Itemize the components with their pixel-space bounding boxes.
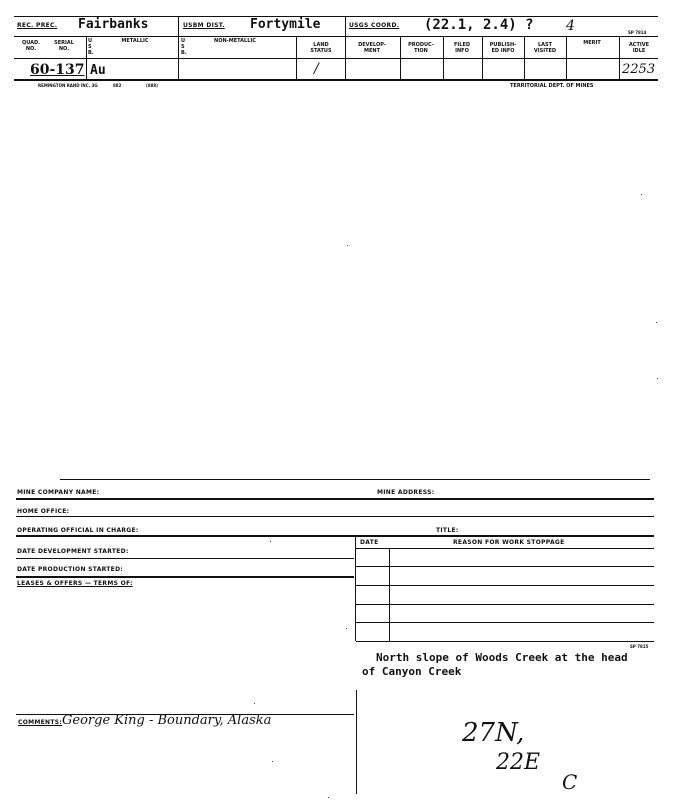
date-development-label: DATE DEVELOPMENT STARTED: bbox=[17, 548, 129, 555]
col-land-status: LAND STATUS bbox=[310, 42, 332, 54]
col-development: DEVELOP- MENT bbox=[358, 42, 386, 54]
township: 27N, bbox=[462, 718, 525, 748]
record-land-status-mark: / bbox=[314, 61, 319, 77]
col-published-info: PUBLISH- ED INFO bbox=[489, 42, 517, 54]
col-production: PRODUC- TION bbox=[408, 42, 434, 54]
stock-code: (888) bbox=[146, 83, 159, 88]
usbm-dist-value: Fortymile bbox=[250, 17, 321, 32]
col-active-idle: ACTIVE IDLE bbox=[628, 42, 650, 54]
usbm-dist-label: USBM DIST. bbox=[183, 22, 225, 29]
meridian: C bbox=[562, 770, 578, 794]
date-column-label: DATE bbox=[360, 539, 379, 546]
usgs-coord-value: (22.1, 2.4) ? bbox=[424, 17, 534, 33]
date-production-label: DATE PRODUCTION STARTED: bbox=[17, 566, 124, 573]
location-line-1: North slope of Woods Creek at the head bbox=[376, 651, 628, 664]
form-code-bottom: SP 7815 bbox=[630, 644, 649, 649]
col-usb-metallic: U S B. bbox=[88, 38, 94, 56]
comments-value: George King - Boundary, Alaska bbox=[62, 713, 272, 728]
location-line-2: of Canyon Creek bbox=[362, 665, 462, 678]
form-code-top: SP 7814 bbox=[628, 30, 647, 35]
mine-address-label: MINE ADDRESS: bbox=[377, 489, 435, 496]
col-serial-no: SERIAL NO. bbox=[54, 40, 74, 52]
record-quad-serial: 60-137 bbox=[30, 62, 85, 78]
comments-label: COMMENTS: bbox=[18, 719, 63, 726]
home-office-label: HOME OFFICE: bbox=[17, 508, 70, 515]
corner-mark: 4 bbox=[566, 18, 575, 34]
department-name: TERRITORIAL DEPT. OF MINES bbox=[510, 83, 594, 89]
col-merit: MERIT bbox=[583, 40, 601, 46]
usgs-coord-label: USGS COORD. bbox=[349, 22, 400, 29]
leases-offers-label: LEASES & OFFERS — TERMS OF: bbox=[17, 580, 133, 587]
title-label: TITLE: bbox=[436, 527, 459, 534]
reason-stoppage-label: REASON FOR WORK STOPPAGE bbox=[453, 539, 565, 546]
range: 22E bbox=[496, 750, 541, 775]
mine-company-label: MINE COMPANY NAME: bbox=[17, 489, 100, 496]
col-nonmetallic: NON-METALLIC bbox=[214, 38, 256, 44]
rec-prec-label: REC. PREC. bbox=[17, 22, 58, 29]
printer-credit: REMINGTON RAND INC. 3G bbox=[38, 83, 98, 88]
rec-prec-value: Fairbanks bbox=[78, 17, 149, 32]
col-quad-no: QUAD. NO. bbox=[21, 40, 41, 52]
record-corner-note: 2253 bbox=[622, 62, 656, 77]
col-usb-nonmetallic: U S B. bbox=[181, 38, 187, 56]
col-metallic: METALLIC bbox=[121, 38, 149, 44]
stock-no: 882 bbox=[113, 83, 122, 88]
operating-official-label: OPERATING OFFICIAL IN CHARGE: bbox=[17, 527, 139, 534]
record-metallic: Au bbox=[90, 63, 106, 78]
col-last-visited: LAST VISITED bbox=[533, 42, 557, 54]
col-filed-info: FILED INFO bbox=[453, 42, 471, 54]
